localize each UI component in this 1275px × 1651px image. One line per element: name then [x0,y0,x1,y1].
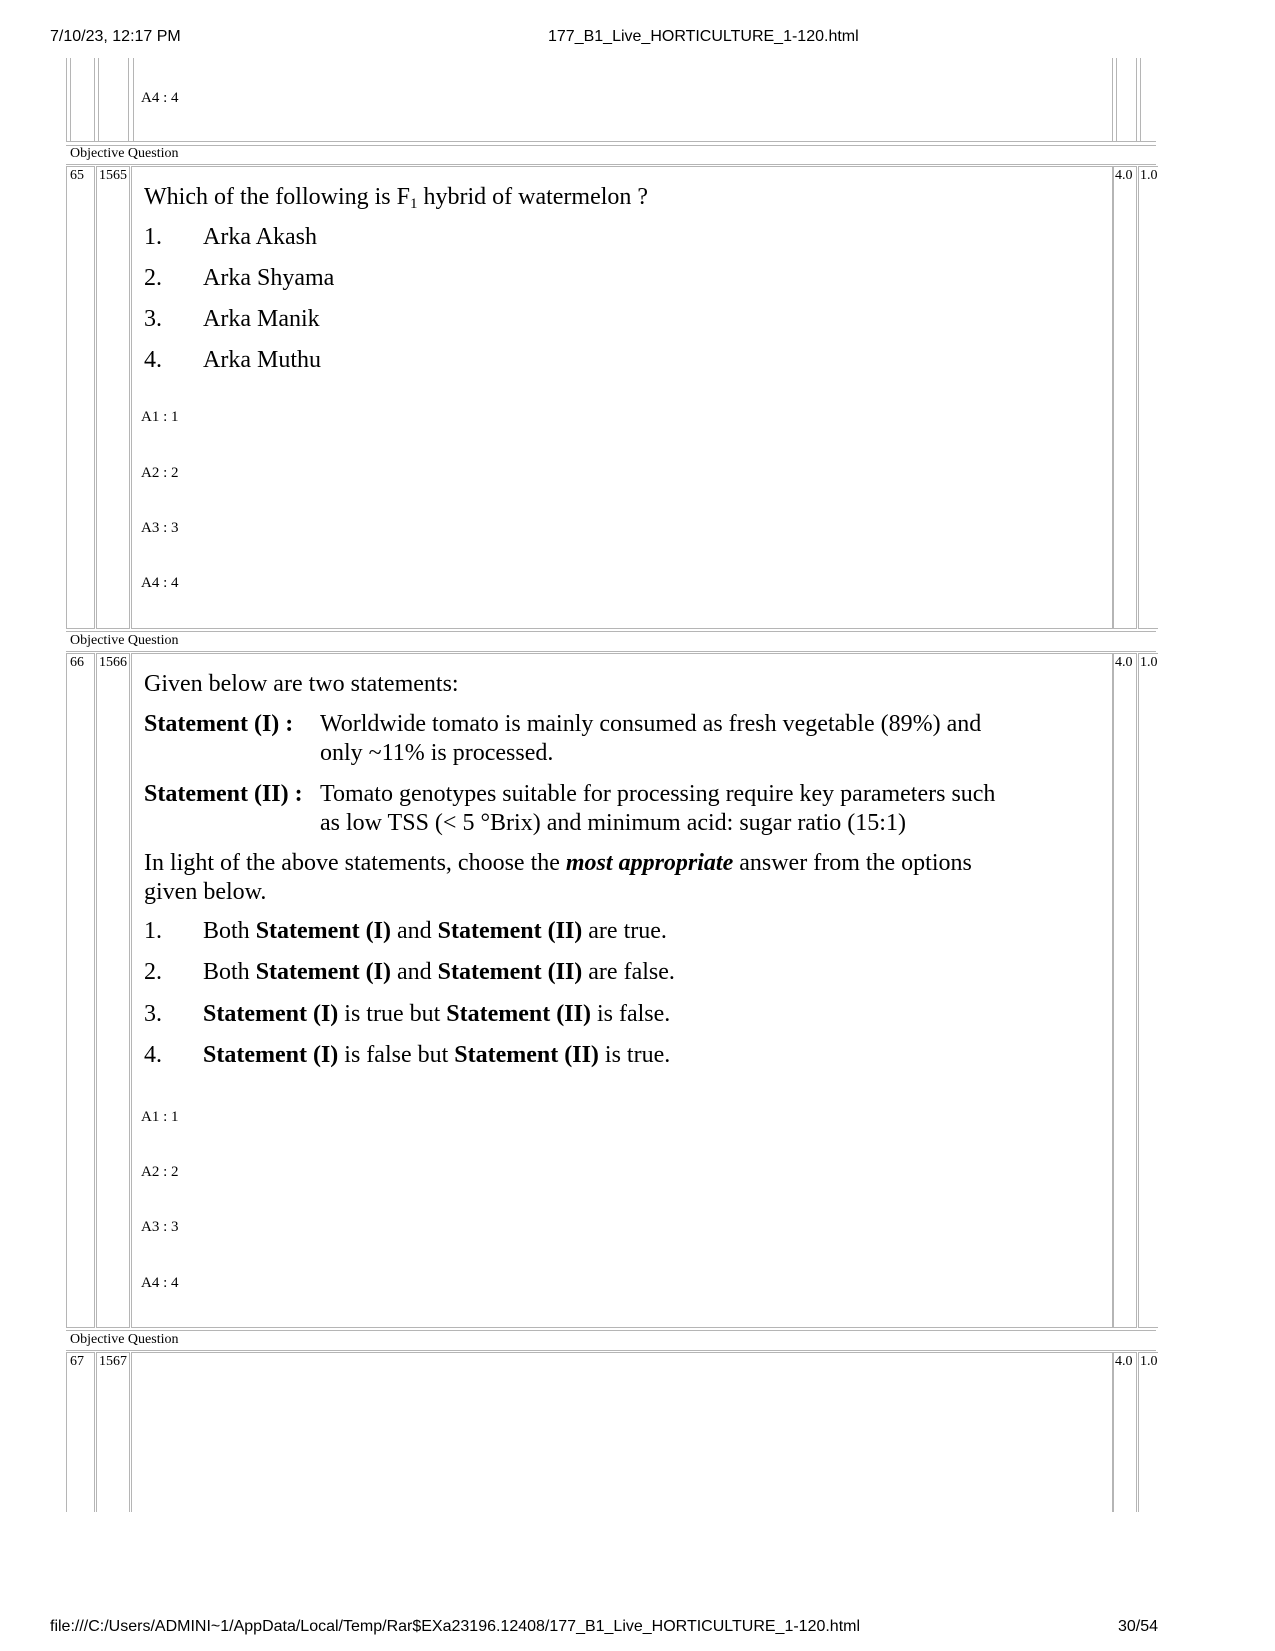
negative-marks-cell [1138,653,1158,1328]
option-text [203,1042,670,1069]
statement-2-label: Statement (II) : [144,781,303,807]
question-id: 1567 [99,1354,127,1369]
question-type-label: Objective Question [70,146,179,161]
option-word: are true. [588,918,667,944]
marks-cell [1113,166,1137,629]
statement-2-line: as low TSS (< 5 °Brix) and minimum acid: sugar ratio (15:1) [320,810,906,836]
serial-cell [66,166,95,629]
print-page-number: 30/54 [1118,1618,1159,1635]
option-word: Both [203,959,250,985]
option-number: 1. [144,918,162,944]
option-word: Statement (II) [437,959,583,985]
negative-marks-cell [1138,166,1158,629]
table-border [66,1330,1156,1331]
id-cell [96,653,130,1328]
question-stem [144,182,648,219]
option-text: Arka Manik [203,306,320,332]
option-text: Arka Muthu [203,347,321,373]
print-file-path: file:///C:/Users/ADMINI~1/AppData/Local/Temp/Rar$EXa23196.12408/177_B1_Live_HORTICULTURE_1-120.html [50,1618,861,1635]
option-word: Statement (I) [255,959,391,985]
option-text [203,1001,670,1028]
question-marks: 4.0 [1115,655,1133,670]
question-type-label: Objective Question [70,633,179,648]
marks-cell [1113,653,1137,1328]
table-border [98,58,99,142]
id-cell [96,166,130,629]
answer-key: A2 : 2 [141,465,179,481]
table-border [94,58,95,142]
table-border [128,58,129,142]
answer-key: A4 : 4 [141,575,179,591]
id-cell [96,1352,130,1512]
option-word: and [396,959,432,985]
option-number: 3. [144,1001,162,1027]
instruction-part: answer from the options [733,850,972,876]
instruction-text [144,848,972,878]
statement-1-line: Worldwide tomato is mainly consumed as fresh vegetable (89%) and [320,711,982,737]
instruction-emphasis: most appropriate [565,850,734,876]
question-id: 1566 [99,655,127,670]
table-border [133,58,134,142]
question-marks: 4.0 [1115,168,1133,183]
option-word: Both [203,918,250,944]
option-word: Statement (I) [255,918,391,944]
option-word: Statement (II) [437,918,583,944]
option-word: Statement (I) [203,1001,339,1027]
option-text [203,959,675,986]
answer-key: A3 : 3 [141,1219,179,1235]
question-serial: 67 [70,1354,84,1369]
option-text: Arka Shyama [203,265,335,291]
print-title: 177_B1_Live_HORTICULTURE_1-120.html [548,28,859,45]
option-text [203,918,667,945]
question-intro: Given below are two statements: [144,671,459,697]
instruction-part: In light of the above statements, choose the [144,850,566,876]
question-id: 1565 [99,168,127,183]
question-negative-marks: 1.0 [1140,168,1157,183]
answer-key: A4 : 4 [141,1275,179,1291]
option-text: Arka Akash [203,224,317,250]
option-word: Statement (I) [203,1042,339,1068]
option-number: 1. [144,224,162,250]
option-word: Statement (II) [446,1001,591,1027]
table-border [70,58,71,142]
negative-marks-cell [1138,1352,1158,1512]
question-type-label: Objective Question [70,1332,179,1347]
question-cell [131,653,1113,1328]
answer-key: A4 : 4 [141,90,179,106]
question-negative-marks: 1.0 [1140,1354,1157,1369]
subscript: 1 [409,196,418,212]
answer-key: A3 : 3 [141,520,179,536]
print-datetime: 7/10/23, 12:17 PM [50,28,181,45]
option-word: is true but [344,1001,441,1027]
option-number: 4. [144,347,162,373]
option-word: is false but [344,1042,449,1068]
statement-2-line: Tomato genotypes suitable for processing require key parameters such [320,781,996,807]
statement-1-line: only ~11% is processed. [320,740,554,766]
option-number: 3. [144,306,162,332]
question-stem-text: Which of the following is F [144,184,410,210]
marks-cell [1113,1352,1137,1512]
answer-key: A1 : 1 [141,1109,179,1125]
option-number: 4. [144,1042,162,1068]
table-border [66,164,1156,165]
table-border [66,58,67,142]
table-border [1136,58,1137,142]
table-border [1116,58,1117,142]
question-stem-text: hybrid of watermelon ? [417,184,649,210]
option-number: 2. [144,265,162,291]
question-marks: 4.0 [1115,1354,1133,1369]
table-border [66,141,1156,142]
instruction-text: given below. [144,879,267,905]
option-number: 2. [144,959,162,985]
question-cell [131,1352,1113,1512]
option-word: Statement (II) [454,1042,599,1068]
serial-cell [66,1352,95,1512]
table-border [1140,58,1141,142]
question-negative-marks: 1.0 [1140,655,1157,670]
statement-1-label: Statement (I) : [144,711,294,737]
table-border [66,1350,1156,1351]
table-border [66,631,1156,632]
option-word: is true. [604,1042,671,1068]
option-word: are false. [588,959,675,985]
table-border [66,145,1156,146]
answer-key: A2 : 2 [141,1164,179,1180]
question-serial: 66 [70,655,84,670]
answer-key: A1 : 1 [141,409,179,425]
table-border [66,651,1156,652]
option-word: is false. [596,1001,671,1027]
question-serial: 65 [70,168,84,183]
serial-cell [66,653,95,1328]
table-border [1112,58,1113,142]
option-word: and [396,918,432,944]
